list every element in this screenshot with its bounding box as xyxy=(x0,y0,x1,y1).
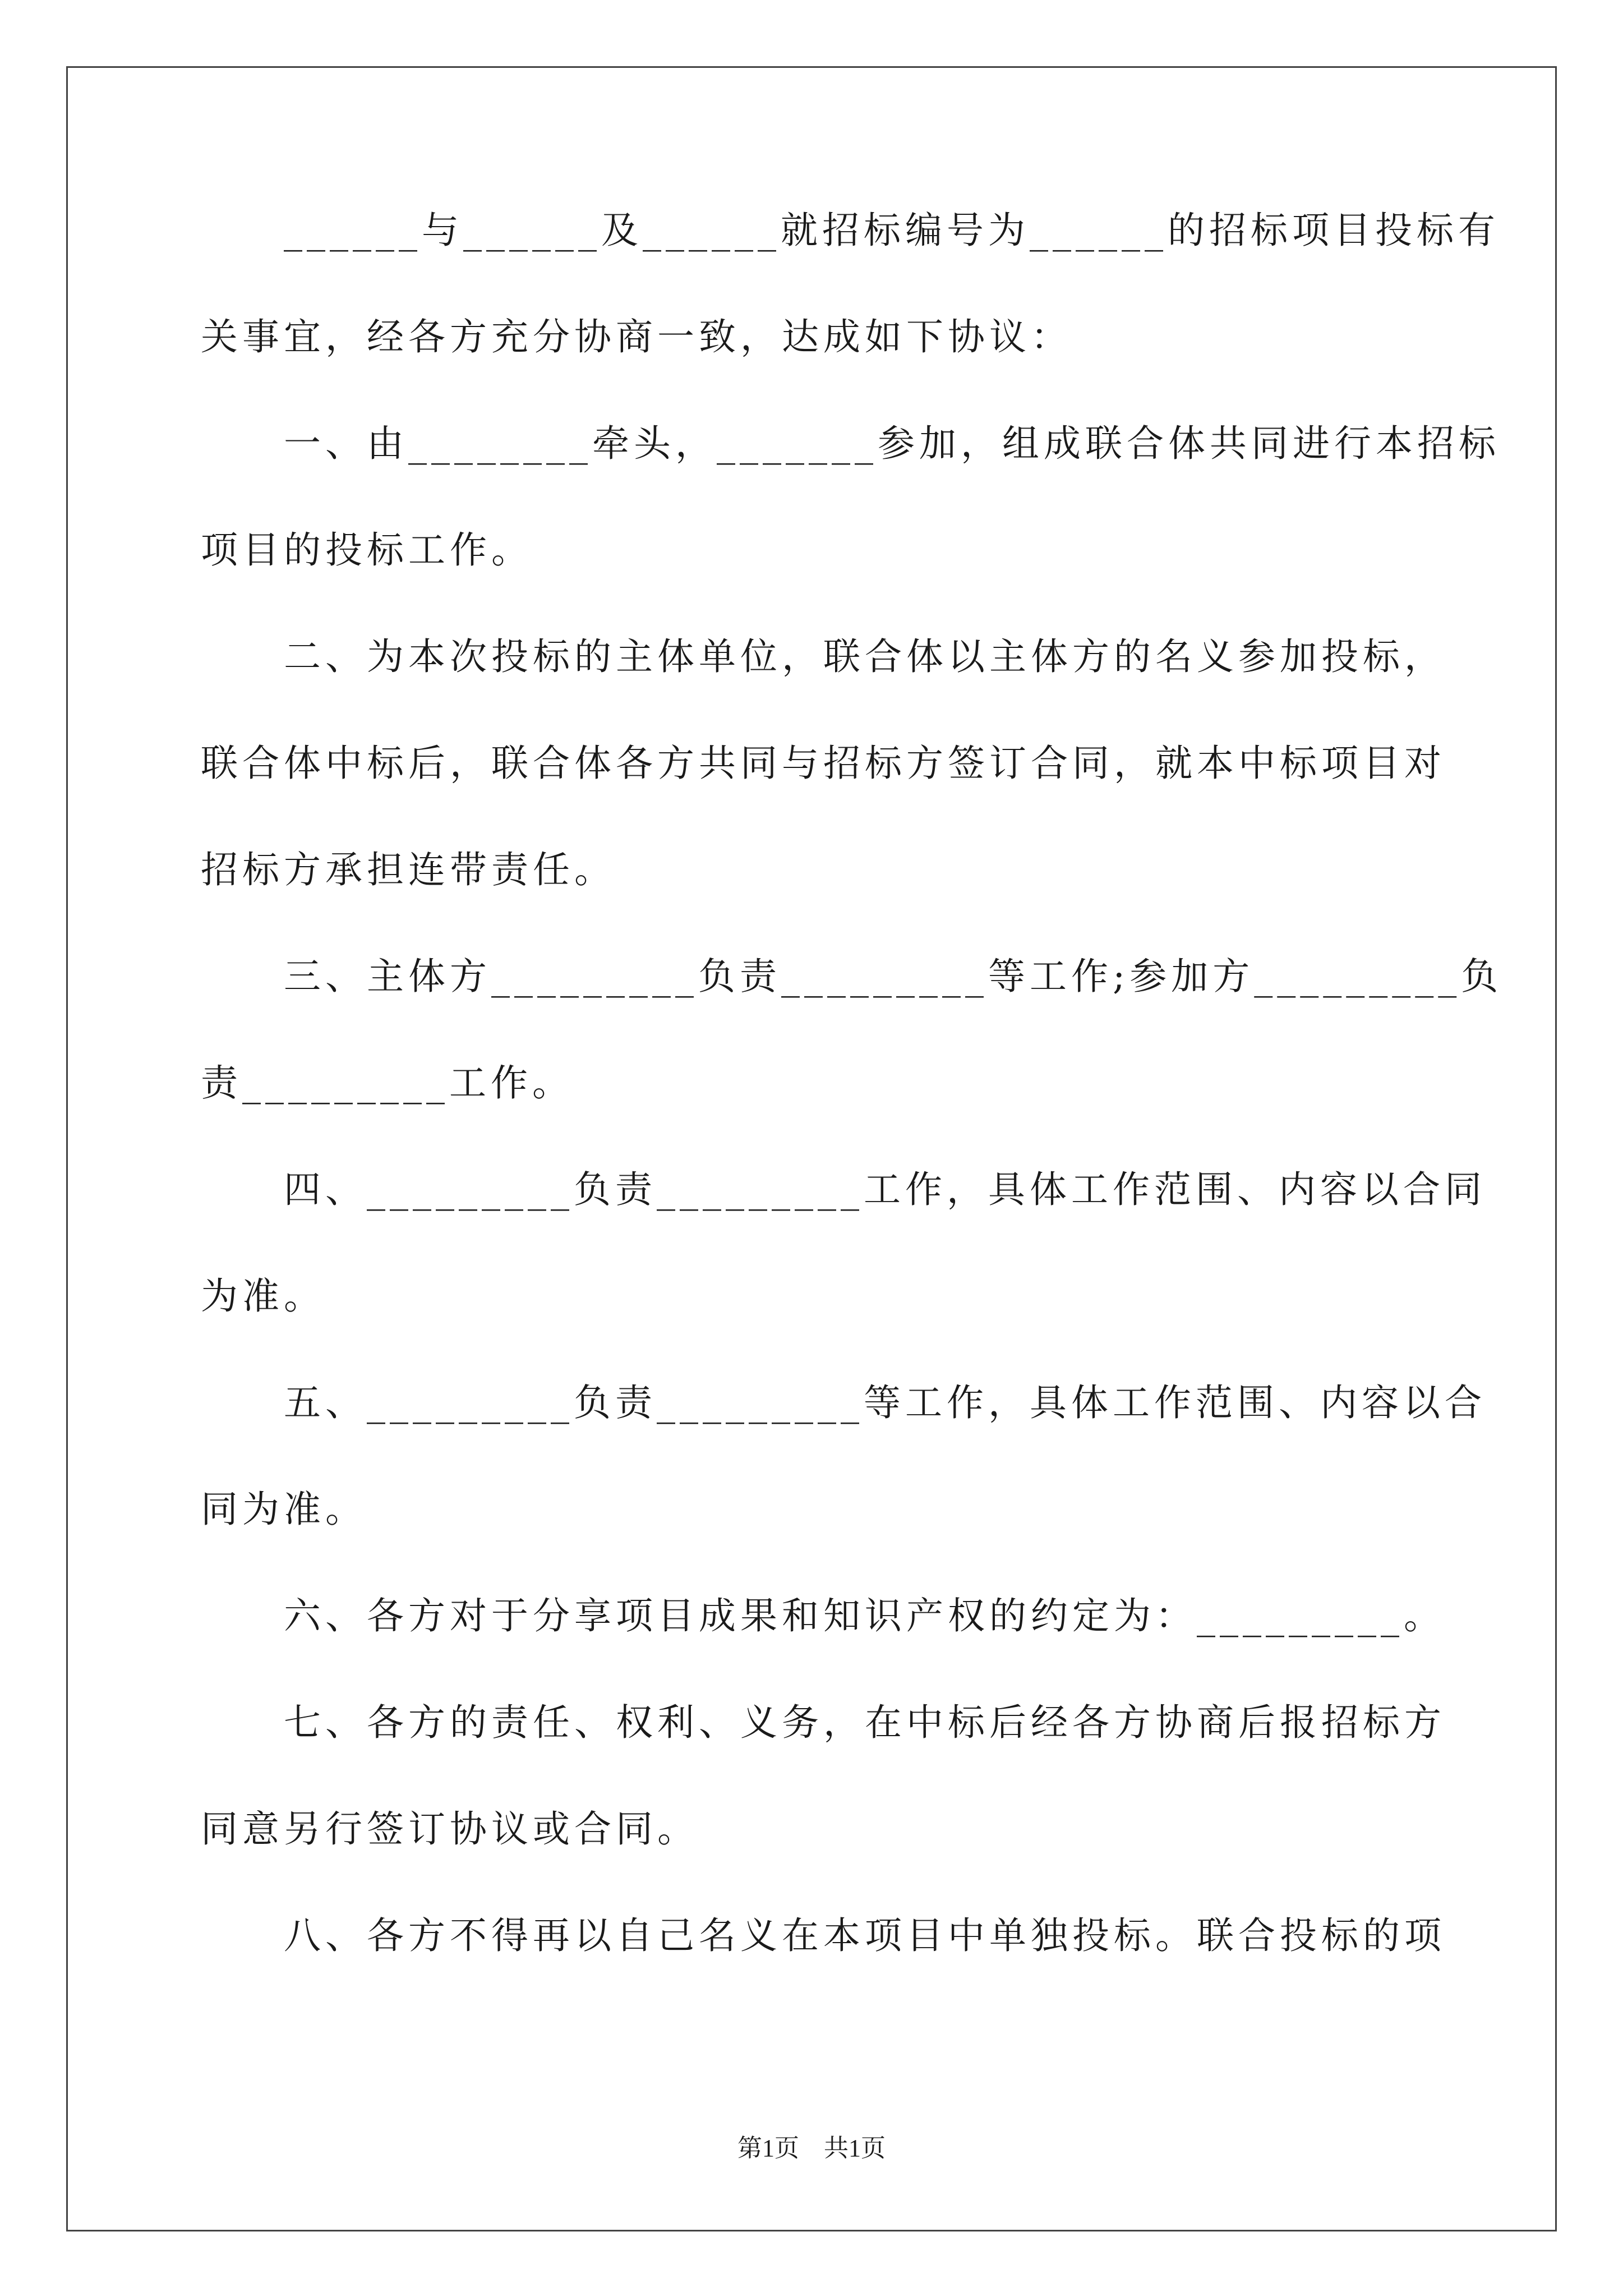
paragraph-2-line-1: 一、由________牵头，_______参加，组成联合体共同进行本招标 xyxy=(284,422,1500,465)
paragraph-5-line-2: 为准。 xyxy=(201,1274,325,1318)
paragraph-8-line-2: 同意另行签订协议或合同。 xyxy=(201,1807,699,1851)
paragraph-8-line-1: 七、各方的责任、权利、义务，在中标后经各方协商后报招标方 xyxy=(284,1701,1446,1744)
page-number-footer: 第1页 共1页 xyxy=(737,2134,886,2162)
paragraph-3-line-1: 二、为本次投标的主体单位，联合体以主体方的名义参加投标， xyxy=(284,635,1446,678)
paragraph-5-line-1: 四、_________负责_________工作，具体工作范围、内容以合同 xyxy=(284,1168,1486,1211)
paragraph-6-line-2: 同为准。 xyxy=(201,1488,367,1531)
paragraph-7-line-1: 六、各方对于分享项目成果和知识产权的约定为：_________。 xyxy=(284,1594,1445,1637)
page-border xyxy=(66,66,1557,2231)
paragraph-4-line-1: 三、主体方_________负责_________等工作;参加方_________负 xyxy=(284,955,1503,998)
paragraph-3-line-2: 联合体中标后，联合体各方共同与招标方签订合同，就本中标项目对 xyxy=(201,742,1446,785)
paragraph-6-line-1: 五、_________负责_________等工作，具体工作范围、内容以合 xyxy=(284,1381,1486,1424)
paragraph-3-line-3: 招标方承担连带责任。 xyxy=(201,848,616,891)
paragraph-1-line-2: 关事宜，经各方充分协商一致，达成如下协议： xyxy=(201,315,1072,358)
paragraph-9-line-1: 八、各方不得再以自己名义在本项目中单独投标。联合投标的项 xyxy=(284,1914,1446,1957)
paragraph-1-line-1: ______与______及______就招标编号为______的招标项目投标有 xyxy=(284,209,1500,252)
paragraph-4-line-2: 责_________工作。 xyxy=(201,1061,574,1105)
paragraph-2-line-2: 项目的投标工作。 xyxy=(201,528,533,572)
